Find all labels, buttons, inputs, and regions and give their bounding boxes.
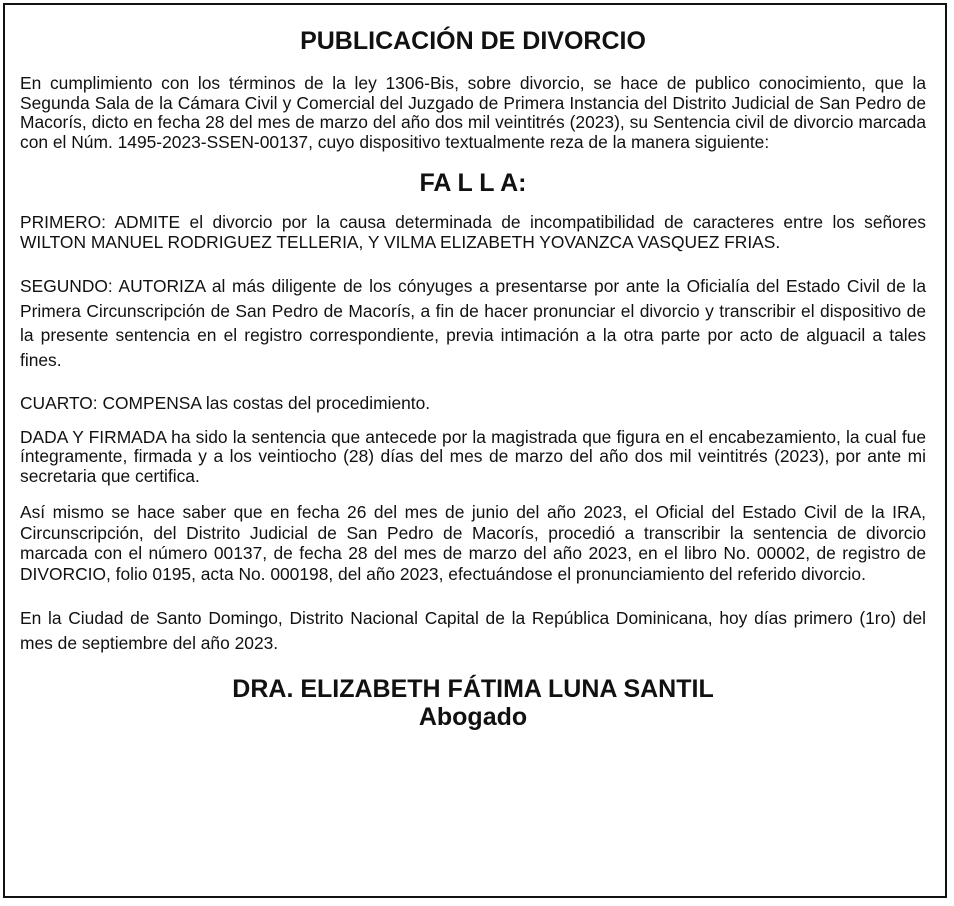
ciudad-paragraph: En la Ciudad de Santo Domingo, Distrito Nacional Capital de la República Dominicana, hoy días primero (1ro) del mes de septiembre del año 2023. (20, 608, 926, 653)
dada-paragraph: DADA Y FIRMADA ha sido la sentencia que antecede por la magistrada que figura en el encabezamiento, la cual fue íntegramente, firmada y a los veintiocho (28) días del mes de marzo del año dos mil veintitrés (2023), por ante mi secretaria que certifica. (20, 426, 926, 486)
falla-heading: FA L L A: (419, 169, 527, 197)
notice-content (20, 26, 926, 731)
segundo-paragraph: SEGUNDO: AUTORIZA al más diligente de los cónyuges a presentarse por ante la Oficialía del Estado Civil de la Primera Circunscripción de San Pedro de Macorís, a fin de hacer pronunciar el divorcio y transcribir el dispositivo de la presente sentencia en el registro correspondiente, previa intimación a la otra parte por acto de alguacil a tales fines. (20, 276, 926, 370)
signer-role: Abogado (418, 703, 528, 731)
signature-block (20, 675, 926, 731)
notice-title: PUBLICACIÓN DE DIVORCIO (300, 27, 646, 55)
signer-name: DRA. ELIZABETH FÁTIMA LUNA SANTIL (232, 675, 714, 703)
cuarto-paragraph: CUARTO: COMPENSA las costas del procedimiento. (20, 393, 431, 413)
asimismo-paragraph: Así mismo se hace saber que en fecha 26 del mes de junio del año 2023, el Oficial del Estado Civil de la IRA, Circunscripción, del Distrito Judicial de San Pedro de Macorís, procedió a transcribir la sentencia de divorcio marcada con el número 00137, de fecha 28 del mes de marzo del año 2023, en el libro No. 00002, de registro de DIVORCIO, folio 0195, acta No. 000198, del año 2023, efectuándose el pronunciamiento del referido divorcio. (20, 502, 926, 584)
intro-paragraph: En cumplimiento con los términos de la ley 1306-Bis, sobre divorcio, se hace de publico conocimiento, que la Segunda Sala de la Cámara Civil y Comercial del Juzgado de Primera Instancia del Distrito Judicial de San Pedro de Macorís, dicto en fecha 28 del mes de marzo del año dos mil veintitrés (2023), su Sentencia civil de divorcio marcada con el Núm. 1495-2023-SSEN-00137, cuyo dispositivo textualmente reza de la manera siguiente: (20, 73, 926, 152)
primero-paragraph: PRIMERO: ADMITE el divorcio por la causa determinada de incompatibilidad de caracteres entre los señores WILTON MANUEL RODRIGUEZ TELLERIA, Y VILMA ELIZABETH YOVANZCA VASQUEZ FRIAS. (20, 212, 926, 252)
